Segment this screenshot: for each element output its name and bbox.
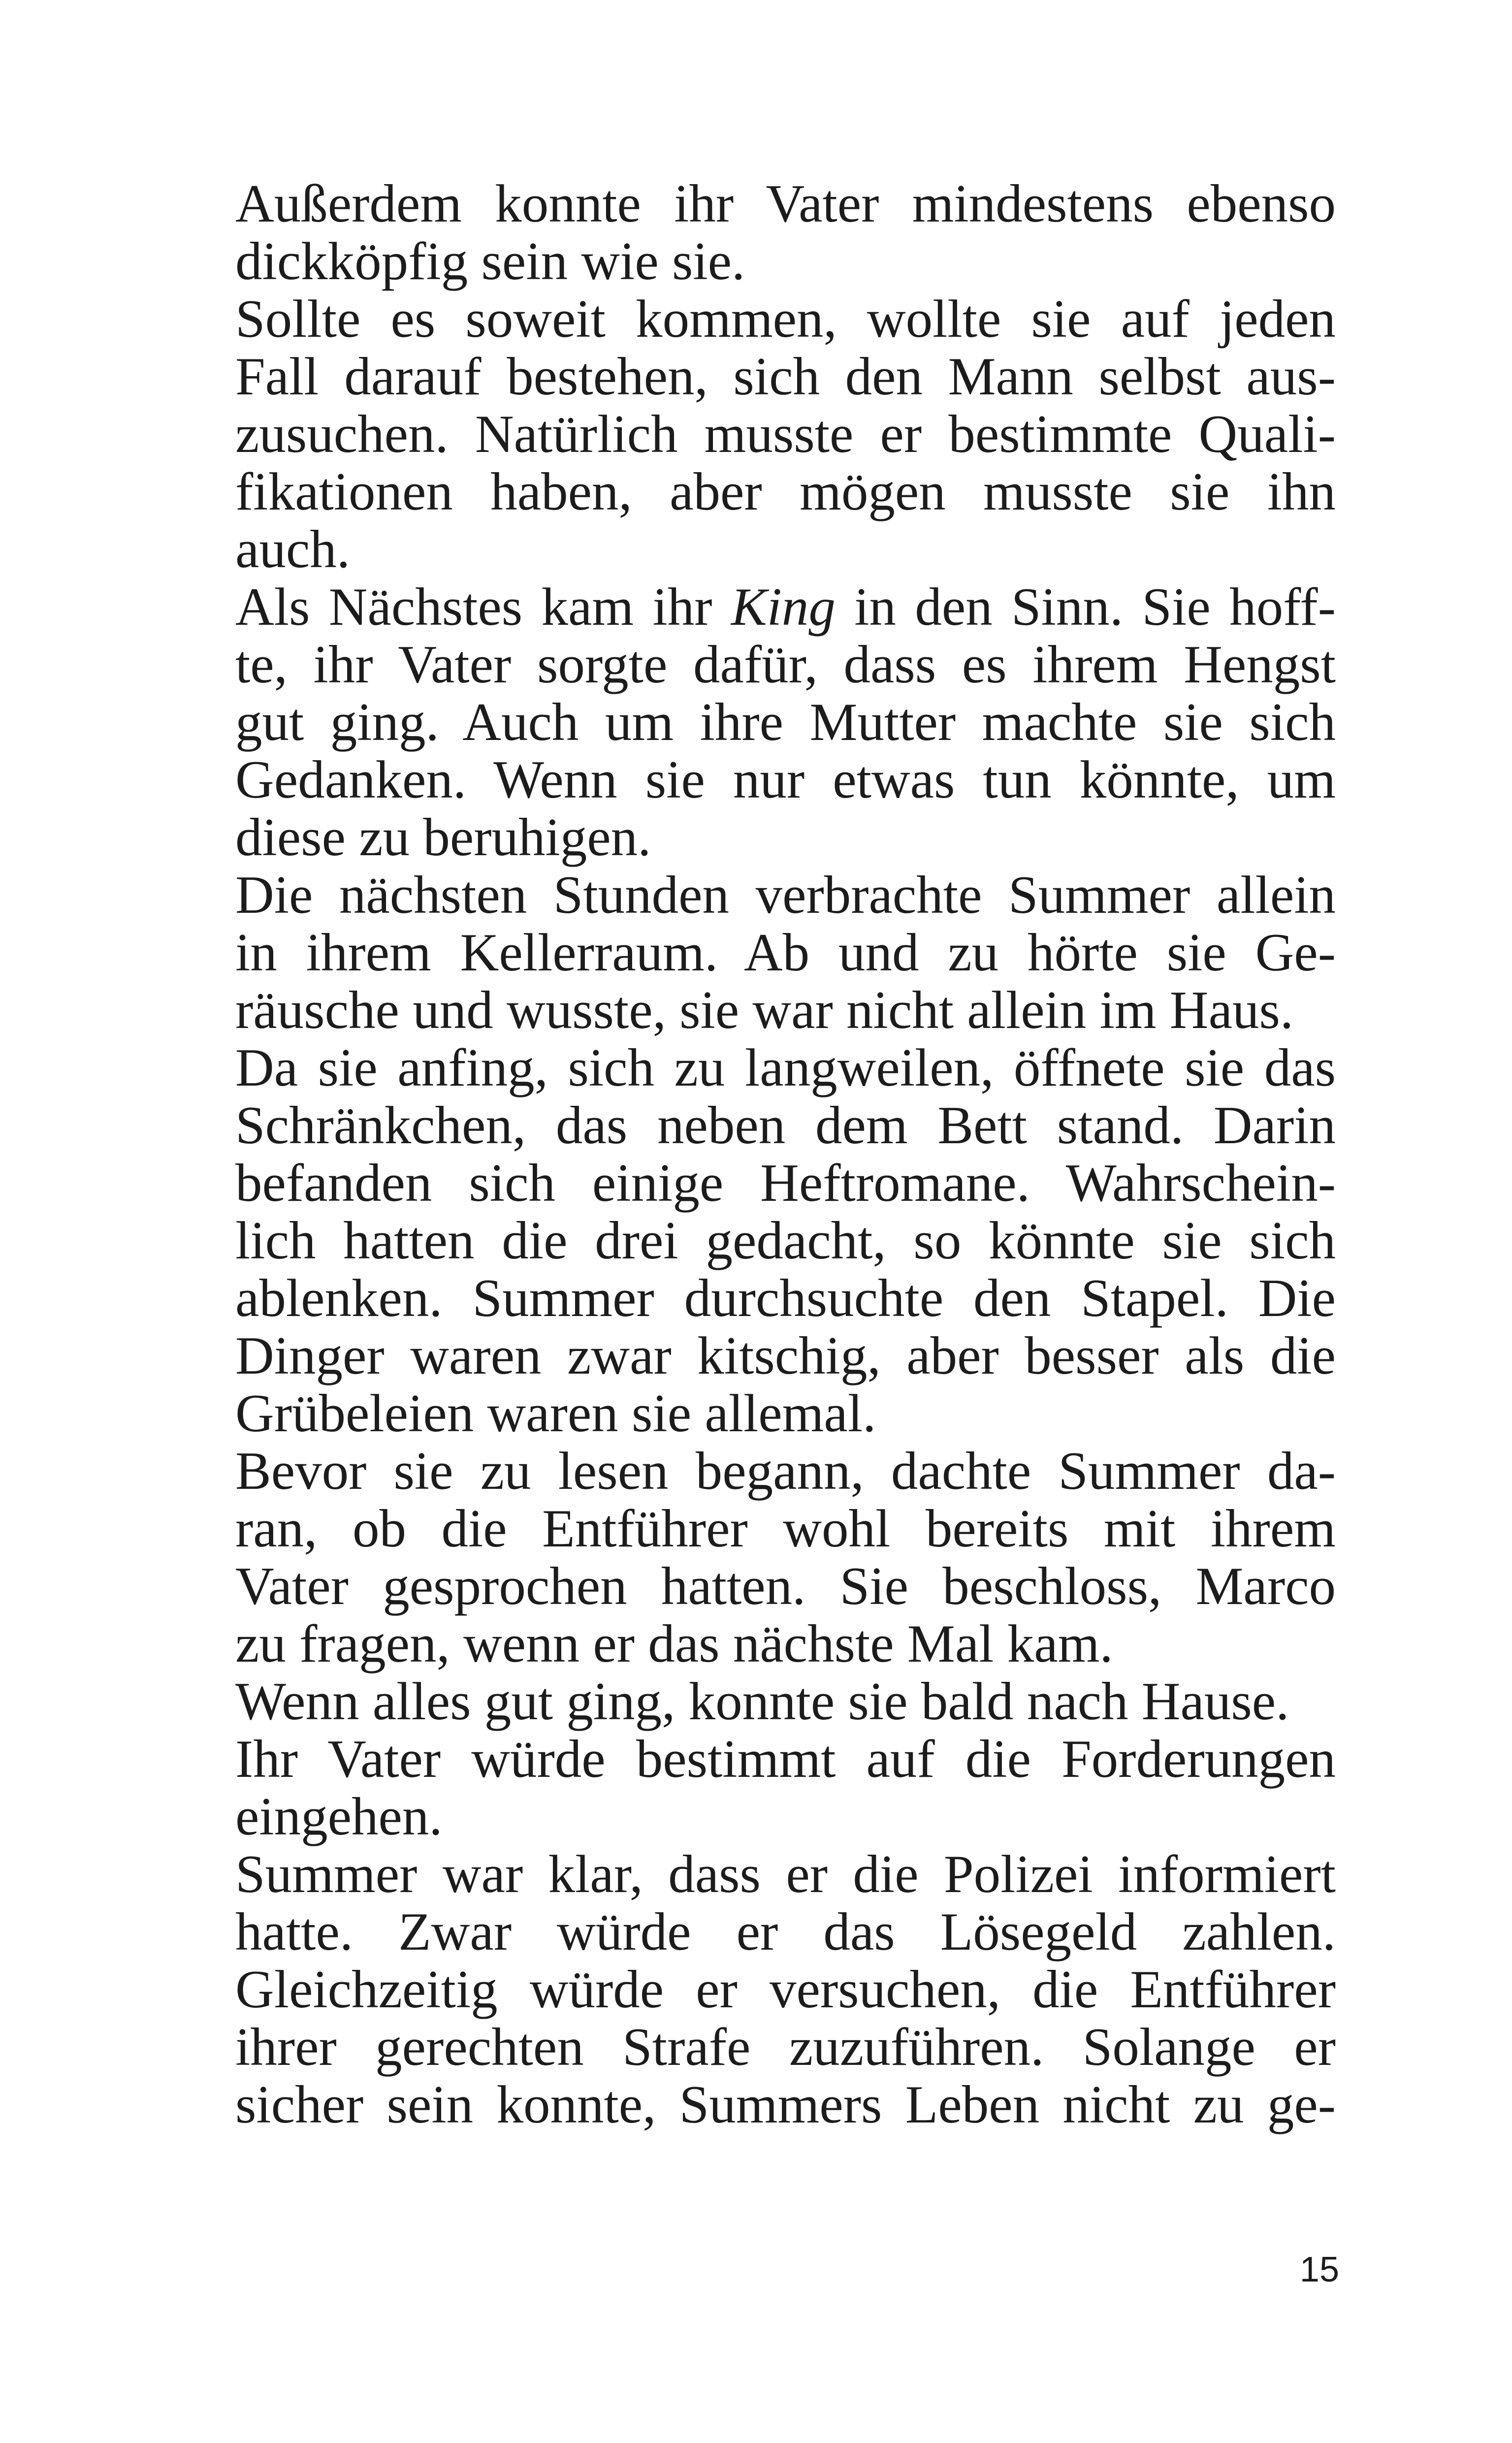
text-line: gut ging. Auch um ihre Mutter machte sie sich — [235, 692, 1336, 752]
text-line: Außerdem konnte ihr Vater mindestens ebenso — [235, 174, 1336, 233]
text-line: ablenken. Summer durchsuchte den Stapel. Die — [235, 1268, 1336, 1328]
text-line: Summer war klar, dass er die Polizei informiert — [235, 1844, 1336, 1904]
text-line: Schränkchen, das neben dem Bett stand. Darin — [235, 1095, 1336, 1155]
text-line: Da sie anfing, sich zu langweilen, öffnete sie das — [235, 1038, 1336, 1097]
italic-word: King — [731, 577, 836, 637]
text-line: Dinger waren zwar kitschig, aber besser als die — [235, 1326, 1336, 1385]
text-line: auch. — [235, 519, 351, 579]
text-line: Sollte es soweit kommen, wollte sie auf jeden — [235, 289, 1336, 349]
text-line: zu fragen, wenn er das nächste Mal kam. — [235, 1614, 1113, 1673]
text-line: diese zu beruhigen. — [235, 807, 651, 867]
text-line: Gleichzeitig würde er versuchen, die Entführer — [235, 1960, 1336, 2019]
text-line: Gedanken. Wenn sie nur etwas tun könnte, um — [235, 750, 1336, 809]
page-number: 15 — [1299, 2250, 1339, 2289]
text-line: fikationen haben, aber mögen musste sie ihn — [235, 462, 1336, 521]
text-line: sicher sein konnte, Summers Leben nicht zu ge- — [235, 2075, 1336, 2134]
text-line: lich hatten die drei gedacht, so könnte sie sich — [235, 1211, 1336, 1270]
text-line: Ihr Vater würde bestimmt auf die Forderungen — [235, 1729, 1336, 1789]
text-line: Vater gesprochen hatten. Sie beschloss, Marco — [235, 1556, 1336, 1616]
text-line: eingehen. — [235, 1787, 443, 1846]
text-line: ran, ob die Entführer wohl bereits mit ihrem — [235, 1499, 1336, 1558]
text-segment: in den Sinn. Sie hoff- — [835, 577, 1336, 637]
text-line — [235, 578, 1336, 636]
text-line: Wenn alles gut ging, konnte sie bald nach Hause. — [235, 1672, 1289, 1731]
text-line: dickköpfig sein wie sie. — [235, 231, 745, 291]
text-line: ihrer gerechten Strafe zuzuführen. Solange er — [235, 2017, 1336, 2077]
text-line: befanden sich einige Heftromane. Wahrschein- — [235, 1153, 1336, 1213]
text-line: Bevor sie zu lesen begann, dachte Summer da- — [235, 1441, 1336, 1501]
body-text — [235, 175, 1336, 2133]
text-line: zusuchen. Natürlich musste er bestimmte Quali- — [235, 404, 1336, 464]
text-line: Die nächsten Stunden verbrachte Summer allein — [235, 865, 1336, 925]
text-line: hatte. Zwar würde er das Lösegeld zahlen. — [235, 1902, 1336, 1961]
text-line: Fall darauf bestehen, sich den Mann selbst aus- — [235, 347, 1336, 406]
text-line: te, ihr Vater sorgte dafür, dass es ihrem Hengst — [235, 635, 1336, 694]
text-line: räusche und wusste, sie war nicht allein im Haus. — [235, 980, 1294, 1040]
text-segment: Als Nächstes kam ihr — [235, 577, 731, 637]
text-line: in ihrem Kellerraum. Ab und zu hörte sie Ge- — [235, 923, 1336, 982]
text-line: Grübeleien waren sie allemal. — [235, 1383, 876, 1443]
